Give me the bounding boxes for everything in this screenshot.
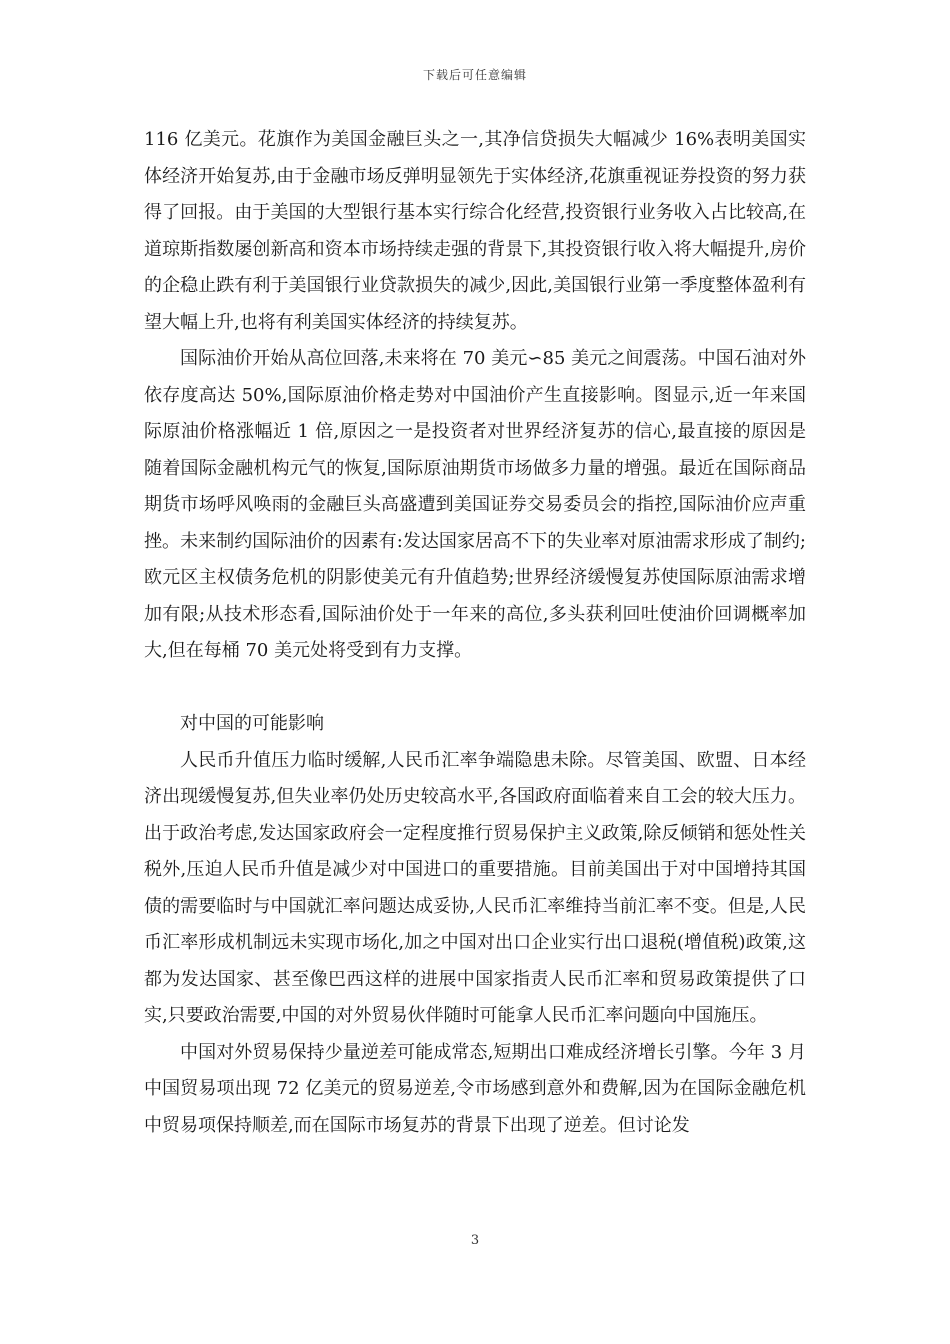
paragraph-trade-deficit: 中国对外贸易保持少量逆差可能成常态,短期出口难成经济增长引擎。今年 3 月中国贸易项出现 72 亿美元的贸易逆差,令市场感到意外和费解,因为在国际金融危机中贸易项保持顺差,而在国际市场复苏的背景下出现了逆差。但讨论发	[144, 1041, 806, 1136]
paragraph-citi-bank: 116 亿美元。花旗作为美国金融巨头之一,其净信贷损失大幅减少 16%表明美国实体经济开始复苏,由于金融市场反弹明显领先于实体经济,花旗重视证券投资的努力获得了回报。由于美国的大型银行基本实行综合化经营,投资银行业务收入占比较高,在道琼斯指数屡创新高和资本市场持续走强的背景下,其投资银行收入将大幅提升,房价的企稳止跌有利于美国银行业贷款损失的减少,因此,美国银行业第一季度整体盈利有望大幅上升,也将有利美国实体经济的持续复苏。	[144, 129, 806, 333]
paragraph-spacer	[144, 670, 806, 707]
page-header: 下载后可任意编辑	[422, 68, 527, 82]
paragraph-rmb-exchange: 人民币升值压力临时缓解,人民币汇率争端隐患未除。尽管美国、欧盟、日本经济出现缓慢复苏,但失业率仍处历史较高水平,各国政府面临着来自工会的较大压力。出于政治考虑,发达国家政府会一定程度推行贸易保护主义政策,除反倾销和惩处性关税外,压迫人民币升值是减少对中国进口的重要措施。目前美国出于对中国增持其国债的需要临时与中国就汇率问题达成妥协,人民币汇率维持当前汇率不变。但是,人民币汇率形成机制远未实现市场化,加之中国对出口企业实行出口退税(增值税)政策,这都为发达国家、甚至像巴西这样的进展中国家指责人民币汇率和贸易政策提供了口实,只要政治需要,中国的对外贸易伙伴随时可能拿人民币汇率问题向中国施压。	[144, 749, 806, 1026]
page-number: 3	[470, 1233, 480, 1248]
paragraph-oil-price: 国际油价开始从高位回落,未来将在 70 美元∽85 美元之间震荡。中国石油对外依存度高达 50%,国际原油价格走势对中国油价产生直接影响。图显示,近一年来国际原油价格涨幅近 1 倍,原因之一是投资者对世界经济复苏的信心,最直接的原因是随着国际金融机构元气的恢复,国际原油期货市场做多力量的增强。最近在国际商品期货市场呼风唤雨的金融巨头高盛遭到美国证券交易委员会的指控,国际油价应声重挫。未来制约国际油价的因素有:发达国家居高不下的失业率对原油需求形成了制约;欧元区主权债务危机的阴影使美元有升值趋势;世界经济缓慢复苏使国际原油需求增加有限;从技术形态看,国际油价处于一年来的高位,多头获利回吐使油价回调概率加大,但在每桶 70 美元处将受到有力支撑。	[144, 348, 806, 661]
document-body	[144, 122, 806, 1144]
section-heading: 对中国的可能影响	[180, 713, 324, 734]
